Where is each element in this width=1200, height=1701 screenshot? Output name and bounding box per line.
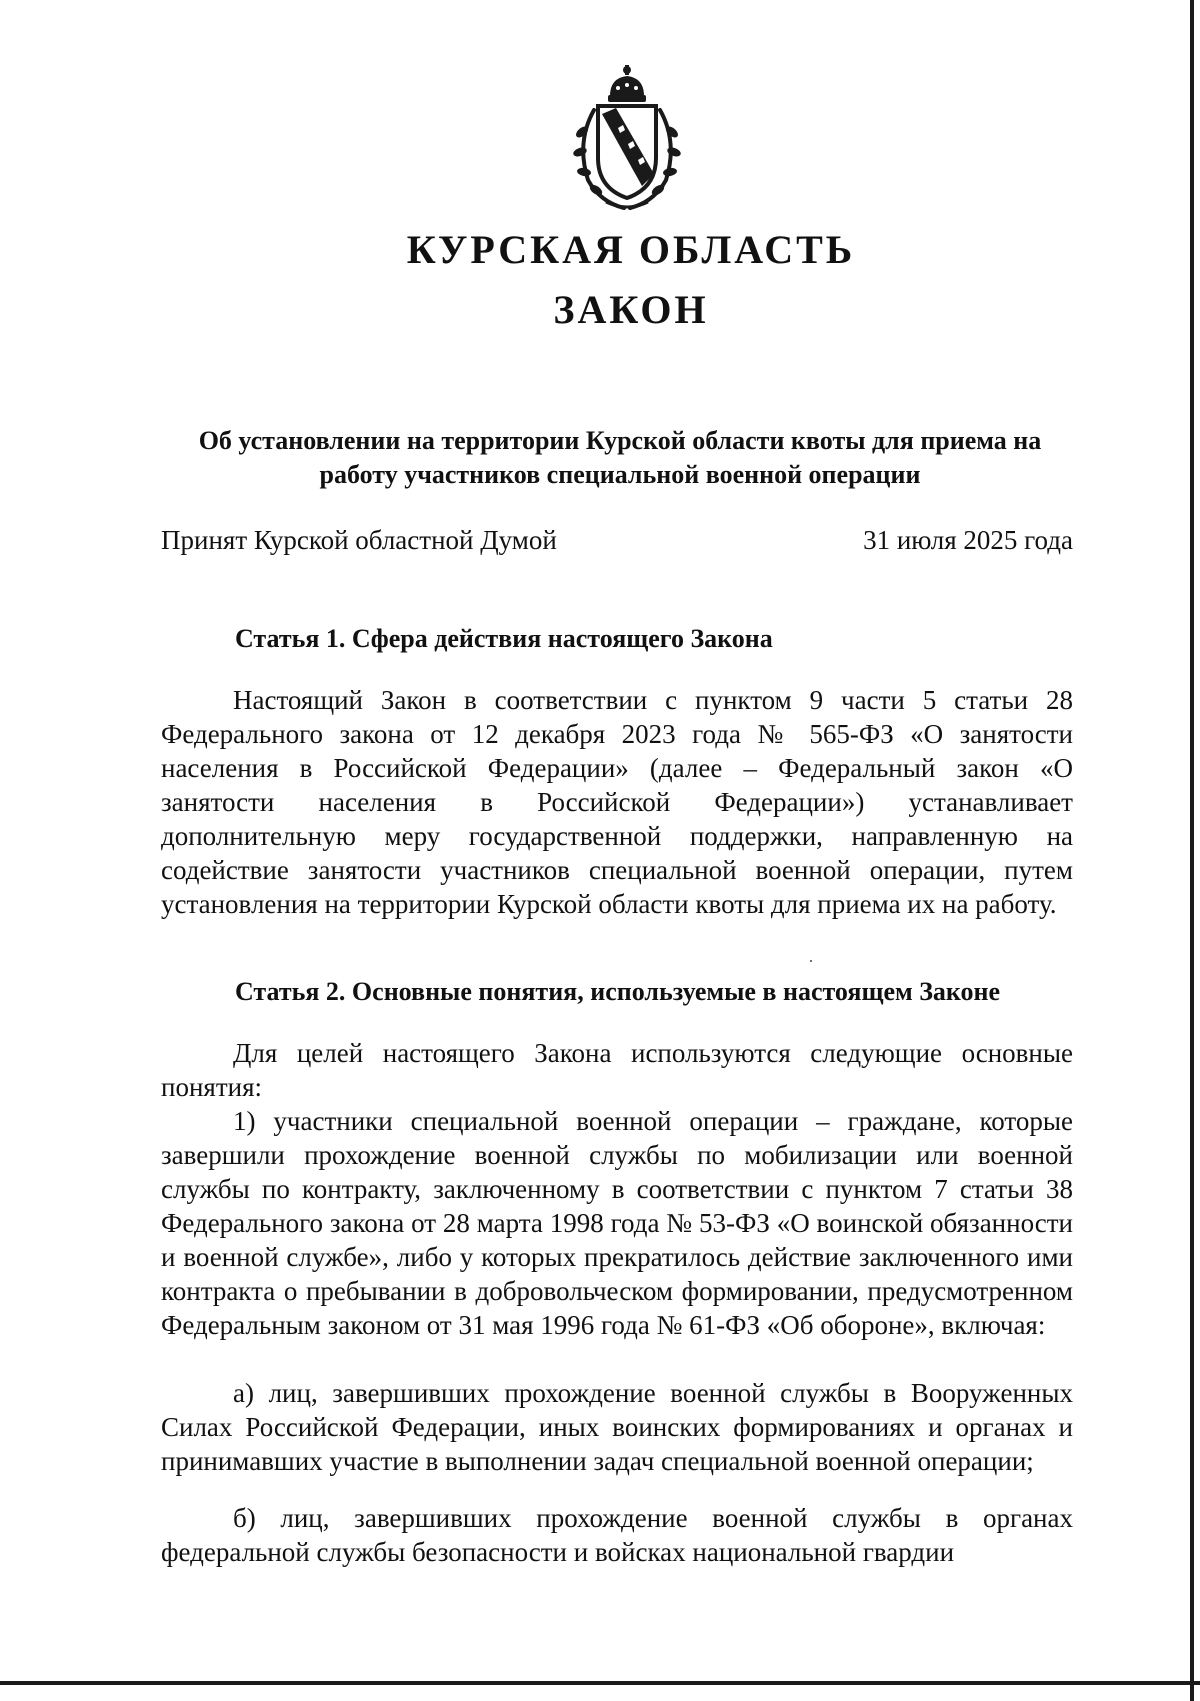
article-2-item-1: 1) участники специальной военной операции – граждане, которые завершили прохождение военной службы по мобилизации или военной службы по контракту, заключенному в соответствии с пунктом 7 статьи 38 Федерального закона от 28 марта 1998 года № 53-ФЗ «О воинской обязанности и военной службе», либо у которых прекратилось действие заключенного ими контракта о пребывании в добровольческом формировании, предусмотренном Федеральным законом от 31 мая 1996 года № 61-ФЗ «Об обороне», включая: — [161, 1106, 1073, 1340]
article-1-heading: Статья 1. Сфера действия настоящего Закона — [235, 624, 773, 653]
adopting-body: Принят Курской областной Думой — [161, 525, 557, 555]
adoption-date: 31 июля 2025 года — [863, 525, 1073, 555]
article-2-heading: Статья 2. Основные понятия, используемые в настоящем Законе — [235, 977, 1001, 1006]
kursk-coat-of-arms-icon — [566, 62, 688, 212]
article-2-intro: Для целей настоящего Закона используются следующие основные понятия: — [161, 1038, 1073, 1102]
article-1-paragraph: Настоящий Закон в соответствии с пунктом 9 части 5 статьи 28 Федерального закона от 12 декабря 2023 года № 565-ФЗ «О занятости населения в Российской Федерации» (далее – Федеральный закон «О занятости населения в Российской Федерации») устанавливает дополнительную меру государственной поддержки, направленную на содействие занятости участников специальной военной операции, путем установления на территории Курской области квоты для приема их на работу. — [161, 685, 1073, 919]
article-2-item-a: а) лиц, завершивших прохождение военной службы в Вооруженных Силах Российской Федерации, иных воинских формированиях и органах и принимавших участие в выполнении задач специальной военной операции; — [161, 1378, 1073, 1476]
law-title: Об установлении на территории Курской области квоты для приема на работу участников специальной военной операции — [198, 426, 1042, 489]
article-2-item-b: б) лиц, завершивших прохождение военной службы в органах федеральной службы безопасности и войсках национальной гвардии — [161, 1503, 1073, 1567]
scan-edge-bottom — [0, 1681, 1200, 1685]
document-type-heading: ЗАКОН — [553, 287, 709, 332]
region-heading: КУРСКАЯ ОБЛАСТЬ — [406, 227, 856, 272]
scan-speck — [810, 960, 812, 962]
